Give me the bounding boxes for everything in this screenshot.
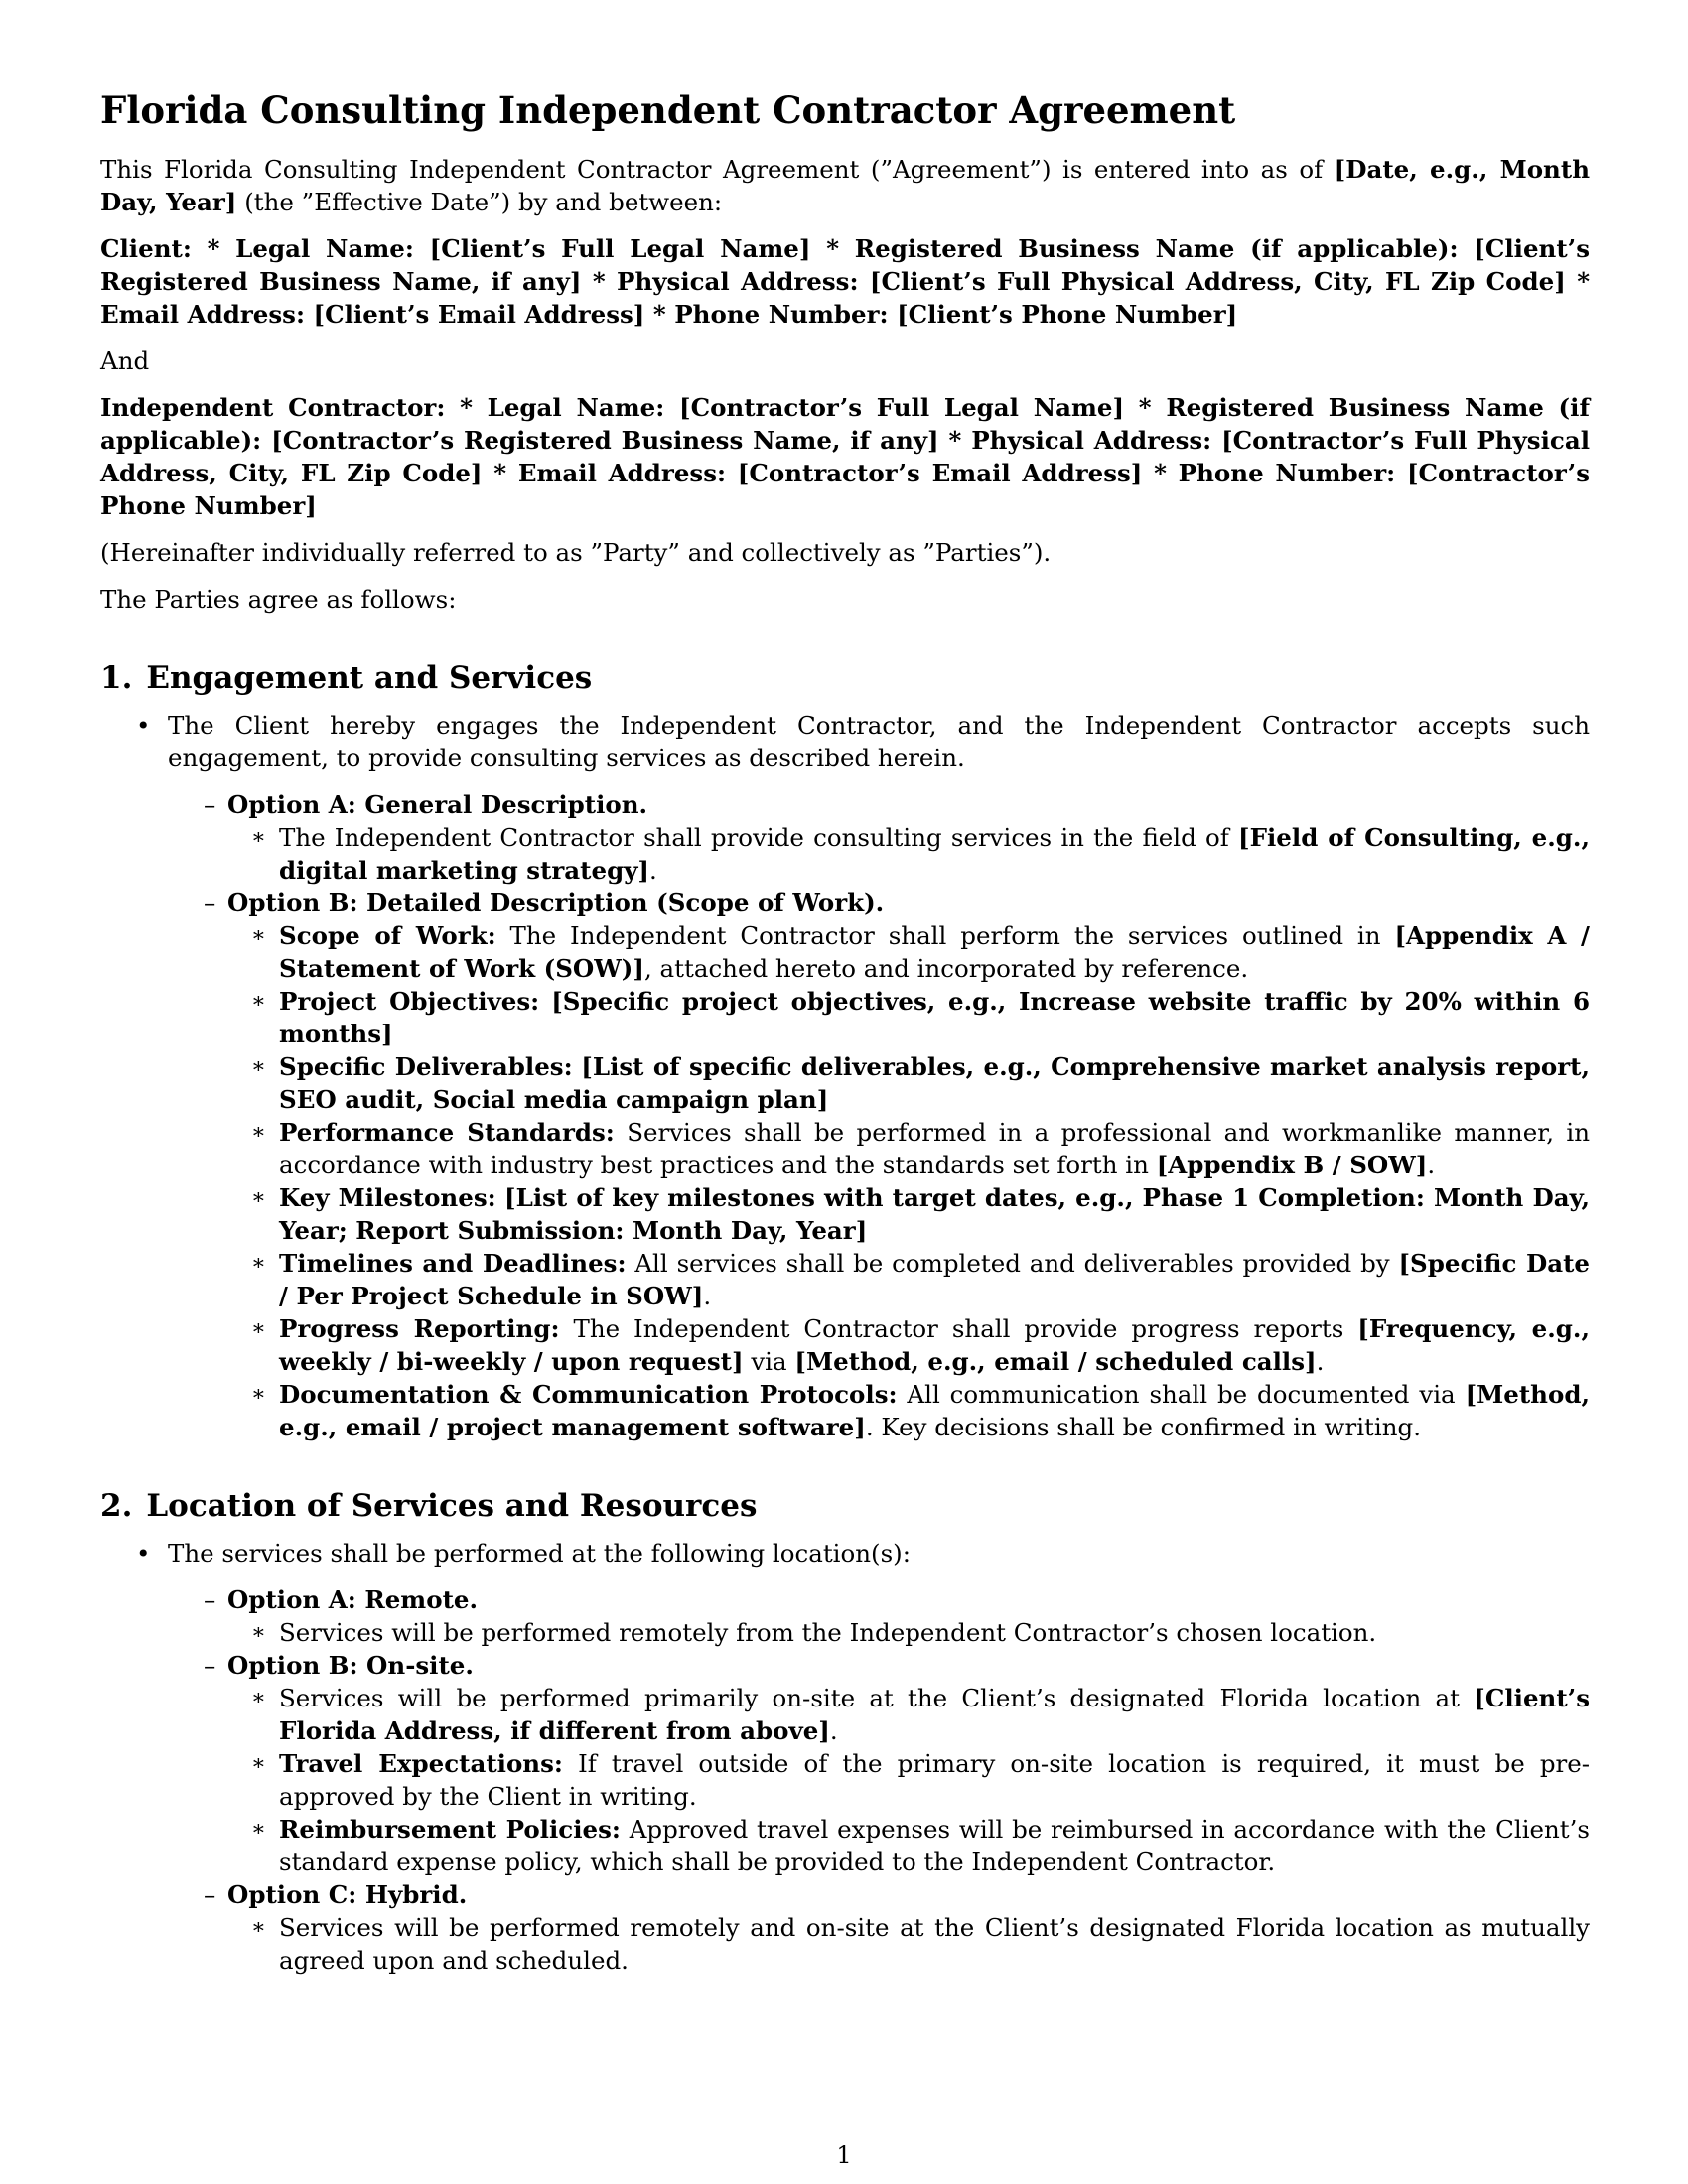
option-item: – Option B: Detailed Description (Scope of Work). ∗ Scope of Work: The Independent Contractor shall perform the services outlined in [Appendix A / Statement of Work (SOW)], attached hereto and incorporated by reference. ∗ Project Objectives: [Specific project objectives, e.g., Increase website traffic by 20% within 6 months] ∗ Specific Deliverables: [List of specific deliverables, e.g., Comprehensive market analysis report, SEO audit, Social media campaign plan] ∗ Performance Standards: Services shall be performed in a professional and workmanlike manner, in accordance with industry best practices and the standards set forth in [Appendix B / SOW]. ∗ Key Milestones: [List of key milestones with target dates, e.g., Phase 1 Completion: Month Day, Year; Report Submission: Month Day, Year] ∗ Timelines and Deadlines: All services shall be completed and deliverables provided by [Specific Date / Per Project Schedule in SOW]. ∗ Progress Reporting: The Independent Contractor shall provide progress reports [Frequency, e.g., weekly / bi-weekly / upon request] via [Method, e.g., email / scheduled calls]. ∗ Documentation & Communication Protocols: All communication shall be documented via [Method, e.g., email / project management software]. Key decisions shall be confirmed in writing. <box>204 888 1590 1441</box>
dash-marker: – <box>204 1651 216 1680</box>
star-marker: ∗ <box>251 1054 266 1079</box>
agree-text: The Parties agree as follows: <box>100 585 457 614</box>
star-marker: ∗ <box>251 1382 266 1407</box>
star-marker: ∗ <box>251 1686 266 1710</box>
list-item: ∗ Services will be performed remotely and on-site at the Client’s designated Florida location as mutually agreed upon and scheduled. <box>251 1913 1590 1975</box>
bullet-marker: • <box>136 711 151 740</box>
star-marker: ∗ <box>251 1915 266 1940</box>
star-marker: ∗ <box>251 1620 266 1645</box>
client-block: Client: * Legal Name: [Client’s Full Legal Name] * Registered Business Name (if applicable): [Client’s Registered Business Name, if any] * Physical Address: [Client’s Full Physical Address, City, FL Zip Code] * Email Address: [Client’s Email Address] * Phone Number: [Client’s Phone Number] <box>100 234 1590 329</box>
section-1-heading: 1. Engagement and Services <box>100 660 593 696</box>
star-marker: ∗ <box>251 1185 266 1210</box>
list-item: • The Client hereby engages the Independent Contractor, and the Independent Contractor accepts such engagement, to provide consulting services as described herein. – Option A: General Description. ∗ The Independent Contractor shall provide consulting services in the field of [Field of Consulting, e.g., digital marketing strategy]. – Option B: Detailed Description (Scope of Work). ∗ Scope of Work: The Independent Contractor shall perform the services outlined in [Appendix A / Statement of Work (SOW)], attached hereto and incorporated by reference. ∗ Project Objectives: [Specific project objectives, e.g., Increase website traffic by 20% within 6 months] ∗ Specific Deliverables: [List of specific deliverables, e.g., Comprehensive market analysis report, SEO audit, Social media campaign plan] ∗ Performance Standards: Services shall be performed in a professional and workmanlike manner, in accordance with industry best practices and the standards set forth in [Appendix B / SOW]. ∗ Key Milestones: [List of key milestones with target dates, e.g., Phase 1 Completion: Month Day, Year; Report Submission: Month Day, Year] ∗ Timelines and Deadlines: All services shall be completed and deliverables provided by [Specific Date / Per Project Schedule in SOW]. ∗ Progress Reporting: The Independent Contractor shall provide progress reports [Frequency, e.g., weekly / bi-weekly / upon request] via [Method, e.g., email / scheduled calls]. ∗ Documentation & Communication Protocols: All communication shall be documented via [Method, e.g., email / project management software]. Key decisions shall be confirmed in writing. <box>136 711 1590 1441</box>
option-item: – Option C: Hybrid. ∗ Services will be performed remotely and on-site at the Client’s designated Florida location as mutually agreed upon and scheduled. <box>204 1880 1590 1975</box>
list-item: ∗ Key Milestones: [List of key milestones with target dates, e.g., Phase 1 Completion: Month Day, Year; Report Submission: Month Day, Year] <box>251 1183 1590 1245</box>
star-marker: ∗ <box>251 1751 266 1776</box>
list-item: ∗ Services will be performed remotely from the Independent Contractor’s chosen location. <box>251 1618 1377 1647</box>
list-item: ∗ Documentation & Communication Protocols: All communication shall be documented via [Method, e.g., email / project management software]. Key decisions shall be confirmed in writing. <box>251 1380 1590 1441</box>
section-2-list <box>100 1537 1590 1977</box>
section-1-list <box>100 709 1590 1443</box>
dash-marker: – <box>204 1880 216 1909</box>
list-item: ∗ Services will be performed primarily on-site at the Client’s designated Florida location at [Client’s Florida Address, if different from above]. <box>251 1684 1590 1745</box>
option-item: – Option A: General Description. ∗ The Independent Contractor shall provide consulting services in the field of [Field of Consulting, e.g., digital marketing strategy]. <box>204 790 1590 885</box>
star-marker: ∗ <box>251 1817 266 1842</box>
contractor-block: Independent Contractor: * Legal Name: [Contractor’s Full Legal Name] * Registered Business Name (if applicable): [Contractor’s Registered Business Name, if any] * Physical Address: [Contractor’s Full Physical Address, City, FL Zip Code] * Email Address: [Contractor’s Email Address] * Phone Number: [Contractor’s Phone Number] <box>100 393 1590 520</box>
hereinafter-text: (Hereinafter individually referred to as ”Party” and collectively as ”Parties”). <box>100 538 1052 567</box>
document-title: Florida Consulting Independent Contractor Agreement <box>100 88 1236 132</box>
list-item: ∗ Progress Reporting: The Independent Contractor shall provide progress reports [Frequency, e.g., weekly / bi-weekly / upon request] via [Method, e.g., email / scheduled calls]. <box>251 1314 1590 1376</box>
list-item: ∗ The Independent Contractor shall provide consulting services in the field of [Field of Consulting, e.g., digital marketing strategy]. <box>251 823 1590 885</box>
list-item: • The services shall be performed at the following location(s): – Option A: Remote. ∗ Services will be performed remotely from the Independent Contractor’s chosen location. – Option B: On-site. ∗ Services will be performed primarily on-site at the Client’s designated Florida location at [Client’s Florida Address, if different from above]. ∗ Travel Expectations: If travel outside of the primary on-site location is required, it must be pre-approved by the Client in writing. ∗ Reimbursement Policies: Approved travel expenses will be reimbursed in accordance with the Client’s standard expense policy, which shall be provided to the Independent Contractor. – Option C: Hybrid. ∗ Services will be performed remotely and on-site at the Client’s designated Florida location as mutually agreed upon and scheduled. <box>136 1539 1591 1975</box>
page-number: 1 <box>836 2141 852 2169</box>
star-marker: ∗ <box>251 825 266 850</box>
star-marker: ∗ <box>251 989 266 1014</box>
list-item: ∗ Reimbursement Policies: Approved travel expenses will be reimbursed in accordance with the Client’s standard expense policy, which shall be provided to the Independent Contractor. <box>251 1815 1591 1876</box>
document-page <box>100 85 1590 1977</box>
list-item: ∗ Project Objectives: [Specific project objectives, e.g., Increase website traffic by 20% within 6 months] <box>251 987 1590 1048</box>
option-item: – Option A: Remote. ∗ Services will be performed remotely from the Independent Contractor’s chosen location. <box>168 1583 1590 1649</box>
option-item: – Option B: On-site. ∗ Services will be performed primarily on-site at the Client’s designated Florida location at [Client’s Florida Address, if different from above]. ∗ Travel Expectations: If travel outside of the primary on-site location is required, it must be pre-approved by the Client in writing. ∗ Reimbursement Policies: Approved travel expenses will be reimbursed in accordance with the Client’s standard expense policy, which shall be provided to the Independent Contractor. <box>204 1651 1591 1876</box>
date-placeholder: [Date, e.g., Month Day, Year] <box>100 155 1591 216</box>
star-marker: ∗ <box>251 1120 266 1145</box>
list-item: ∗ Performance Standards: Services shall be performed in a professional and workmanlike manner, in accordance with industry best practices and the standards set forth in [Appendix B / SOW]. <box>251 1118 1590 1179</box>
dash-marker: – <box>204 790 216 819</box>
dash-marker: – <box>204 1585 216 1614</box>
star-marker: ∗ <box>251 923 266 948</box>
list-item: ∗ Specific Deliverables: [List of specific deliverables, e.g., Comprehensive market analysis report, SEO audit, Social media campaign plan] <box>251 1052 1590 1114</box>
dash-marker: – <box>204 888 216 917</box>
list-item: ∗ Travel Expectations: If travel outside of the primary on-site location is required, it must be pre-approved by the Client in writing. <box>251 1749 1590 1811</box>
section-2-heading: 2. Location of Services and Resources <box>100 1488 758 1524</box>
and-text: And <box>100 346 150 375</box>
list-item: ∗ Timelines and Deadlines: All services shall be completed and deliverables provided by [Specific Date / Per Project Schedule in SOW]. <box>251 1249 1590 1310</box>
star-marker: ∗ <box>251 1251 266 1276</box>
list-item: ∗ Scope of Work: The Independent Contractor shall perform the services outlined in [Appendix A / Statement of Work (SOW)], attached hereto and incorporated by reference. <box>251 921 1590 983</box>
star-marker: ∗ <box>251 1316 266 1341</box>
bullet-marker: • <box>136 1539 151 1568</box>
intro-paragraph: This Florida Consulting Independent Contractor Agreement (”Agreement”) is entered into as of [Date, e.g., Month Day, Year] (the ”Effective Date”) by and between: <box>100 155 1591 216</box>
